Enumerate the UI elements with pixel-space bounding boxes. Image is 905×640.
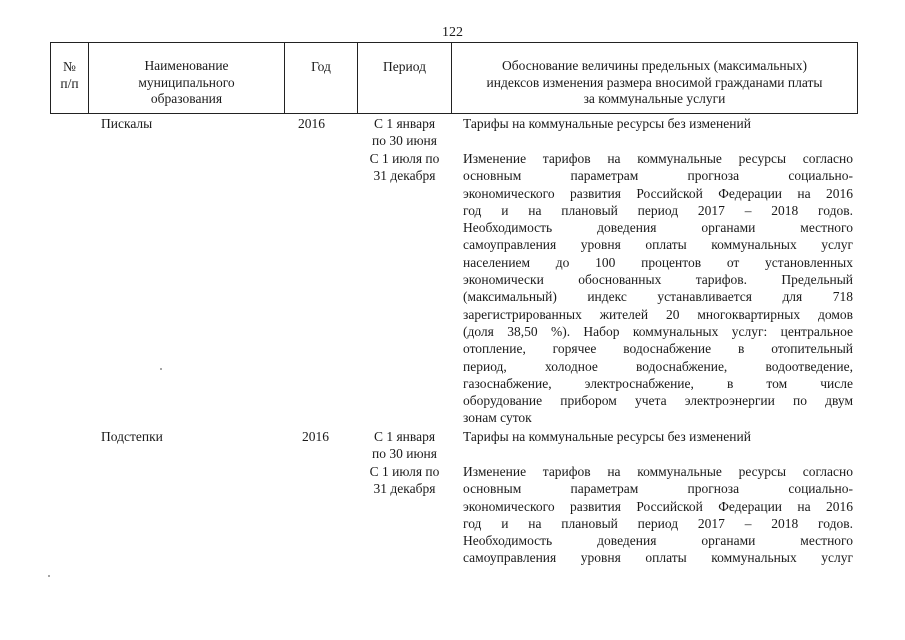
row-period-first-half — [362, 115, 447, 150]
justification-line: отопление, горячее водоснабжение в отопительный — [463, 341, 853, 357]
row-municipality: Пискалы — [101, 116, 153, 131]
row-period-second-half — [362, 150, 447, 185]
period-line: С 1 января — [373, 429, 436, 444]
header-divider-2 — [284, 42, 285, 114]
justification-line: газоснабжение, электроснабжение, в том числе — [463, 375, 853, 391]
header-justification-line: за коммунальные услуги — [583, 91, 726, 106]
header-year-line: Год — [311, 59, 331, 74]
row-municipality: Подстепки — [101, 429, 163, 444]
justification-line: населением до 100 процентов от установленных — [463, 254, 853, 270]
justification-line: (максимальный) индекс устанавливается для 718 — [463, 289, 853, 305]
period-line: по 30 июня — [372, 446, 437, 462]
period-line: С 1 июля по — [369, 464, 440, 479]
header-right-border — [857, 42, 858, 114]
header-year — [285, 59, 357, 76]
scan-speck — [48, 575, 50, 577]
justification-line: оборудование прибором учета электроэнергии по двум — [463, 393, 853, 409]
header-period — [358, 59, 451, 76]
header-municipality-line: муниципального — [138, 74, 235, 90]
header-num-line: п/п — [60, 75, 79, 91]
header-num — [51, 59, 88, 92]
period-line: С 1 июля по — [369, 151, 440, 166]
row-justification-first-half: Тарифы на коммунальные ресурсы без изменений — [463, 116, 751, 131]
justification-line: период, холодное водоснабжение, водоотведение, — [463, 358, 853, 374]
header-period-line: Период — [383, 59, 426, 74]
row-justification-second-half — [463, 463, 853, 567]
justification-line: зонам суток — [463, 410, 532, 426]
header-municipality — [89, 58, 284, 108]
justification-line: (доля 38,50 %). Набор коммунальных услуг: центральное — [463, 323, 853, 339]
justification-line: год и на плановый период 2017 – 2018 годов. — [463, 202, 853, 218]
row-justification-first-half: Тарифы на коммунальные ресурсы без изменений — [463, 429, 751, 444]
period-line: 31 декабря — [373, 481, 436, 497]
justification-line: год и на плановый период 2017 – 2018 годов. — [463, 515, 853, 531]
justification-line: Изменение тарифов на коммунальные ресурсы согласно — [463, 151, 853, 166]
justification-line: экономического развития Российской Федерации на 2016 — [463, 498, 853, 514]
justification-line: Необходимость доведения органами местного — [463, 220, 853, 236]
header-justification-line: Обоснование величины предельных (максимальных) — [502, 58, 807, 73]
header-municipality-line: Наименование — [144, 58, 229, 73]
header-municipality-line: образования — [150, 91, 223, 106]
justification-line: Необходимость доведения органами местного — [463, 533, 853, 549]
justification-line: экономического развития Российской Федерации на 2016 — [463, 185, 853, 201]
header-top-border — [50, 42, 858, 43]
header-num-line: № — [63, 59, 76, 74]
justification-line: экономически обоснованных тарифов. Предельный — [463, 272, 853, 288]
justification-line: Изменение тарифов на коммунальные ресурсы согласно — [463, 464, 853, 479]
header-bottom-border — [50, 113, 858, 114]
row-justification-second-half — [463, 150, 853, 427]
scan-speck — [160, 368, 162, 370]
justification-line: зарегистрированных жителей 20 многоквартирных домов — [463, 306, 853, 322]
header-justification — [452, 58, 857, 108]
row-period-second-half — [362, 463, 447, 498]
period-line: С 1 января — [373, 116, 436, 131]
page-number: 122 — [442, 25, 463, 40]
justification-line: самоуправления уровня оплаты коммунальных услуг — [463, 550, 853, 566]
period-line: по 30 июня — [372, 133, 437, 149]
period-line: 31 декабря — [373, 168, 436, 184]
header-justification-line: индексов изменения размера вносимой гражданами платы — [486, 74, 823, 90]
header-divider-3 — [357, 42, 358, 114]
justification-line: основным параметрам прогноза социально- — [463, 481, 853, 497]
justification-line: самоуправления уровня оплаты коммунальных услуг — [463, 237, 853, 253]
row-year: 2016 — [302, 429, 329, 444]
row-year: 2016 — [298, 116, 325, 131]
justification-line: основным параметрам прогноза социально- — [463, 168, 853, 184]
row-period-first-half — [362, 428, 447, 463]
